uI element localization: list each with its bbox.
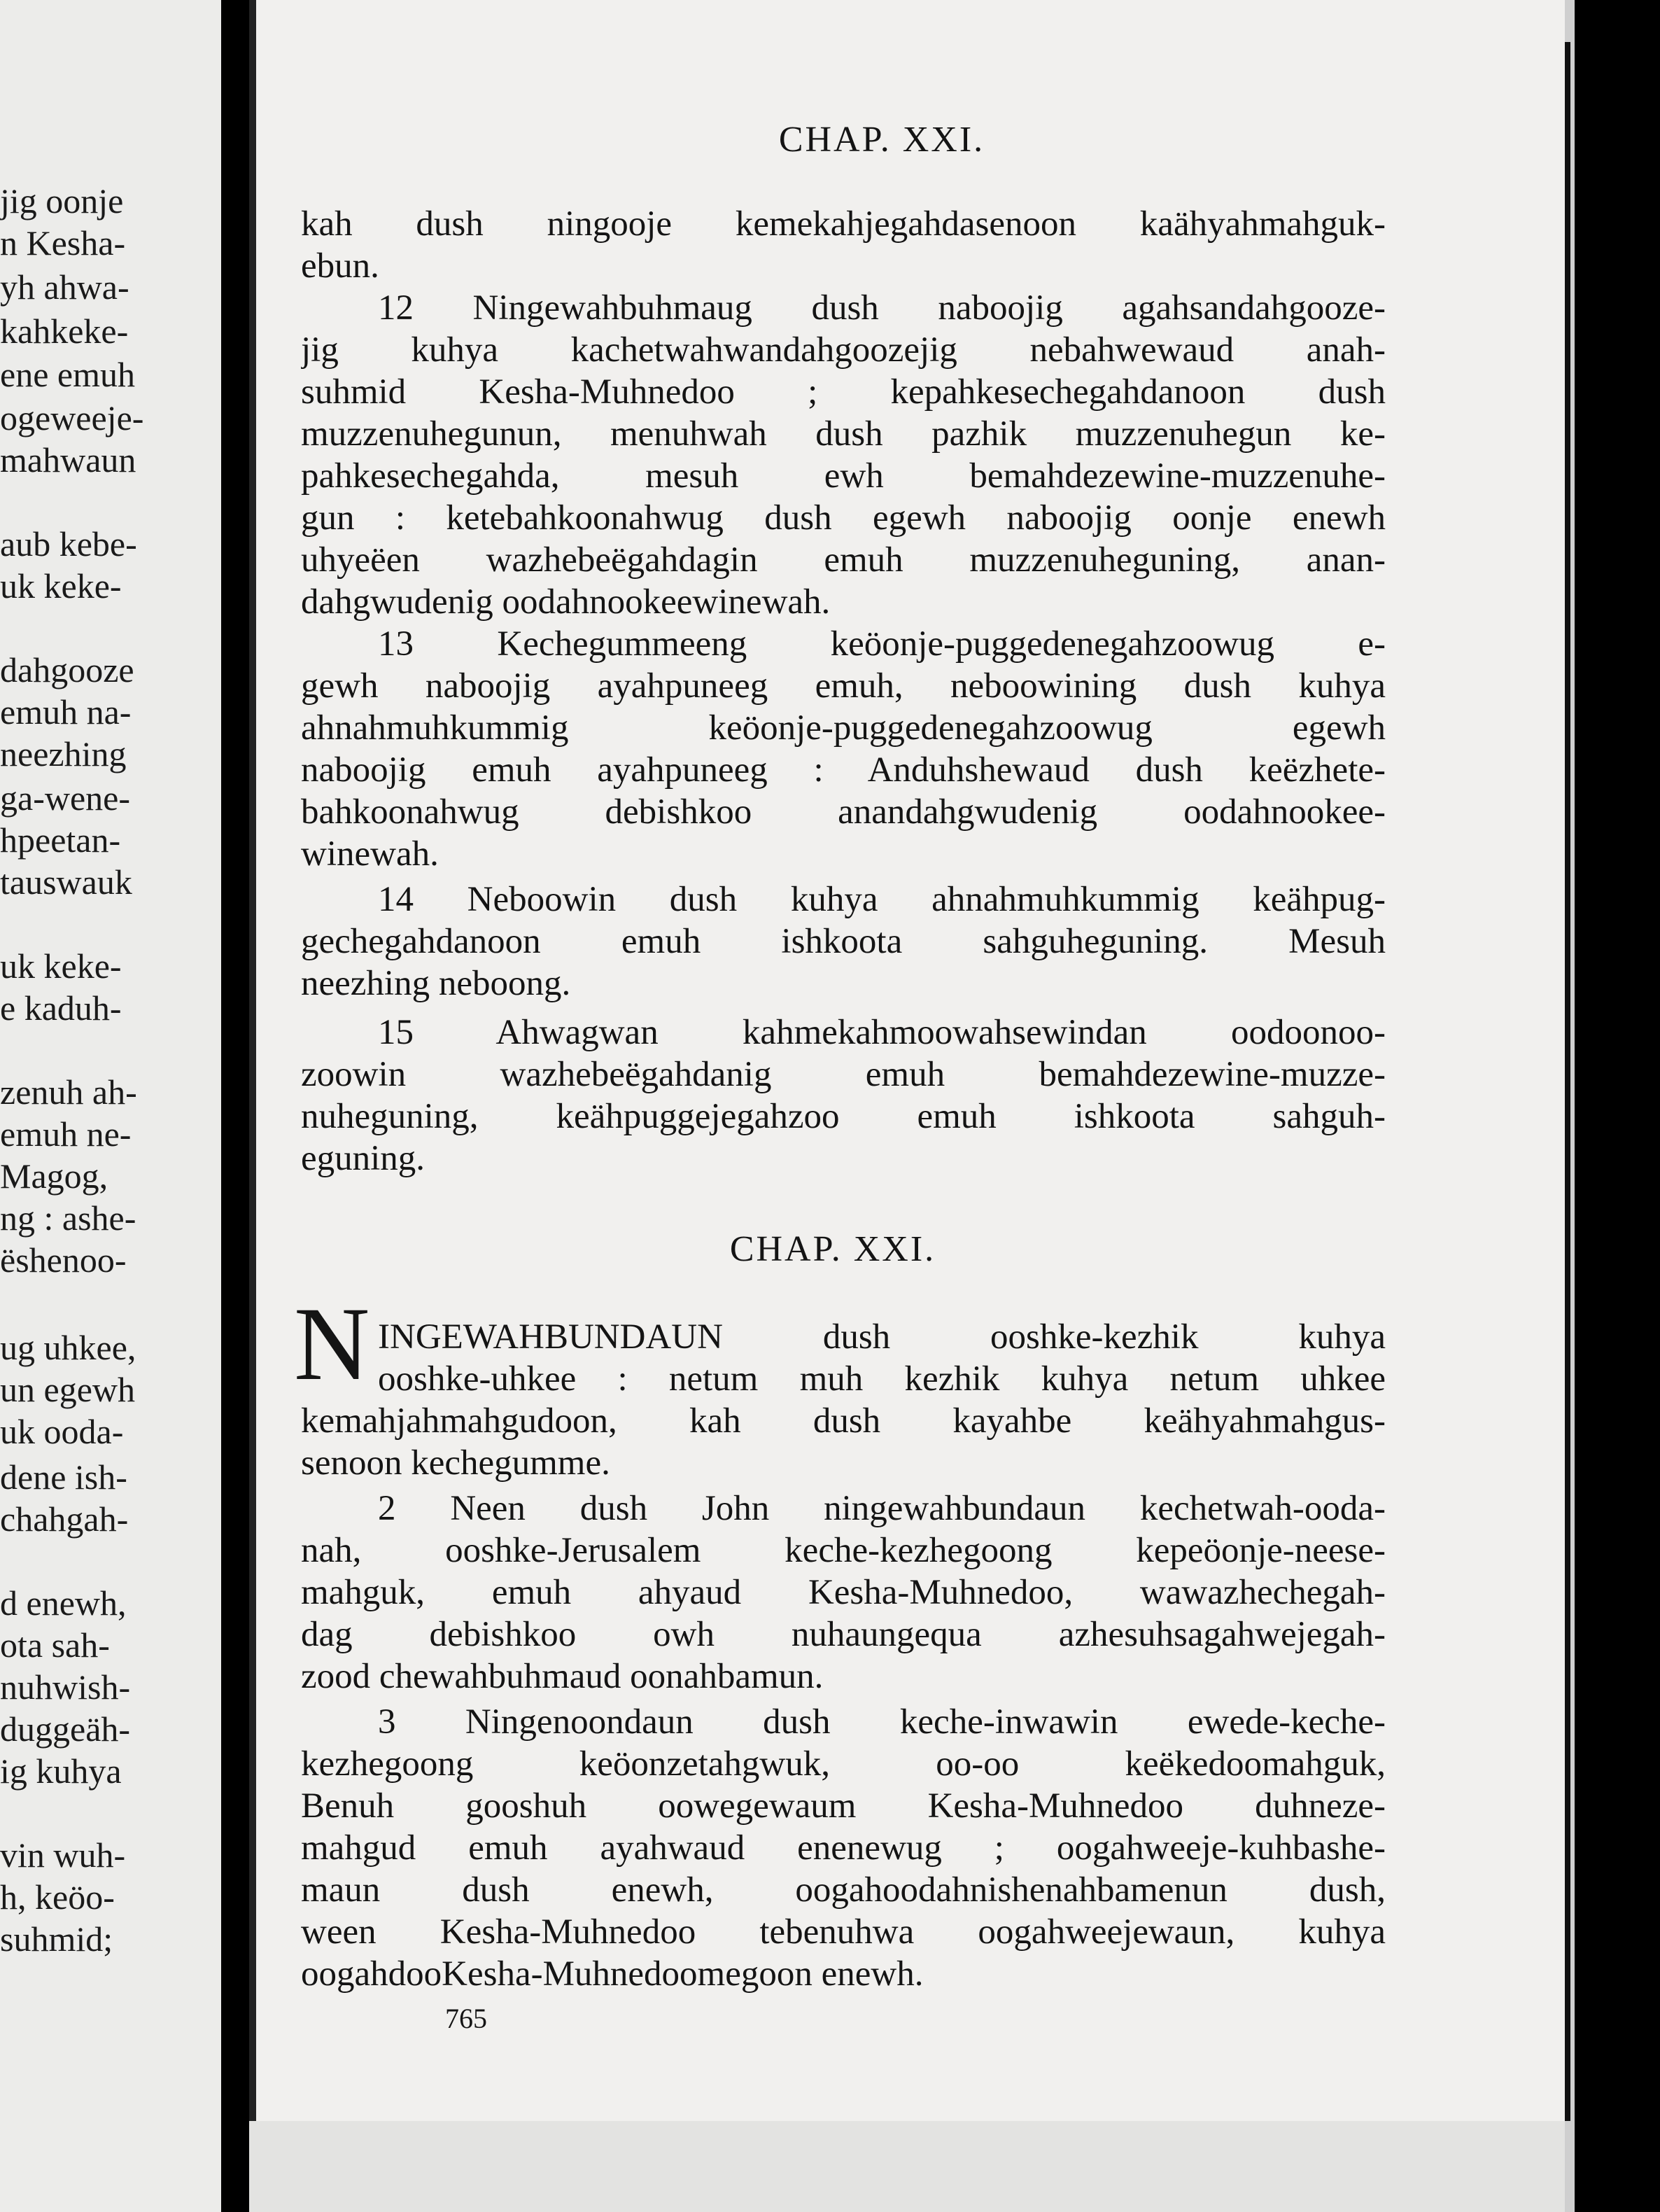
text-line: zood chewahbuhmaud oonahbamun. (301, 1657, 824, 1696)
left-page-line: n Kesha- (0, 223, 126, 262)
text-line: gechegahdanoon emuh ishkoota sahguheguning. Mesuh (301, 922, 1386, 961)
text-line: 2 Neen dush John ningewahbundaun kechetwah-ooda- (378, 1489, 1386, 1528)
left-page-line: d enewh, (0, 1583, 127, 1623)
text-line: muzzenuhegunun, menuhwah dush pazhik muzzenuhegun ke- (301, 414, 1386, 454)
drop-cap: N (294, 1286, 370, 1402)
text-line: senoon kechegumme. (301, 1443, 610, 1483)
text-line: pahkesechegahda, mesuh ewh bemahdezewine-muzzenuhe- (301, 456, 1386, 496)
left-page-line: Magog, (0, 1156, 108, 1196)
running-header: CHAP. XXI. (778, 120, 985, 160)
left-page-line: uk keke- (0, 566, 122, 606)
page-edge-rule (1565, 42, 1570, 2121)
left-page-line: uk keke- (0, 946, 122, 986)
left-page-line: tauswauk (0, 862, 132, 902)
text-line: naboojig emuh ayahpuneeg : Anduhshewaud dush keëzhete- (301, 750, 1386, 790)
left-page-line: dene ish- (0, 1457, 127, 1497)
left-page-line: suhmid; (0, 1919, 113, 1959)
left-page-line: duggeäh- (0, 1709, 131, 1749)
text-line: bahkoonahwug debishkoo anandahgwudenig oodahnookee- (301, 792, 1386, 832)
chapter-heading: CHAP. XXI. (729, 1229, 936, 1269)
left-page-line: jig oonje (0, 181, 124, 220)
left-page-line: ogeweeje- (0, 398, 144, 438)
left-page-line: neezhing (0, 734, 127, 774)
left-page-line: ig kuhya (0, 1751, 122, 1791)
page-gutter (221, 0, 249, 2212)
text-line: winewah. (301, 834, 439, 874)
text-line: ebun. (301, 246, 379, 286)
text-line: 12 Ningewahbuhmaug dush naboojig agahsandahgooze- (378, 288, 1386, 328)
left-page-line: nuhwish- (0, 1667, 131, 1707)
left-page-line: yh ahwa- (0, 267, 129, 307)
left-page-line: hpeetan- (0, 820, 121, 860)
left-page-line: h, keöo- (0, 1877, 115, 1917)
left-page-line: un egewh (0, 1370, 135, 1409)
text-line: ooshke-uhkee : netum muh kezhik kuhya netum uhkee (378, 1359, 1386, 1399)
text-line: jig kuhya kachetwahwandahgoozejig nebahwewaud anah- (301, 330, 1386, 370)
text-line: mahgud emuh ayahwaud enenewug ; oogahweeje-kuhbashe- (301, 1828, 1386, 1868)
text-line: Benuh gooshuh oowegewaum Kesha-Muhnedoo duhneze- (301, 1786, 1386, 1826)
text-line: nuheguning, keähpuggejegahzoo emuh ishkoota sahguh- (301, 1097, 1386, 1136)
text-line: dag debishkoo owh nuhaungequa azhesuhsagahwejegah- (301, 1615, 1386, 1654)
scan-background (1575, 0, 1660, 2212)
left-page-line: zenuh ah- (0, 1072, 137, 1112)
text-line: uhyeëen wazhebeëgahdagin emuh muzzenuheguning, anan- (301, 540, 1386, 580)
text-line: gewh naboojig ayahpuneeg emuh, neboowining dush kuhya (301, 666, 1386, 706)
left-facing-page (0, 0, 221, 2212)
left-page-line: aub kebe- (0, 524, 137, 564)
left-page-line: ga-wene- (0, 778, 130, 818)
left-page-line: chahgah- (0, 1499, 129, 1539)
text-line: maun dush enewh, oogahoodahnishenahbamenun dush, (301, 1870, 1386, 1910)
page-number: 765 (445, 2003, 487, 2034)
text-line: kezhegoong keöonzetahgwuk, oo-oo keëkedoomahguk, (301, 1744, 1386, 1784)
left-page-line: ëshenoo- (0, 1240, 127, 1280)
text-line: kemahjahmahgudoon, kah dush kayahbe keähyahmahgus- (301, 1401, 1386, 1441)
text-line: zoowin wazhebeëgahdanig emuh bemahdezewine-muzze- (301, 1055, 1386, 1094)
left-page-line: kahkeke- (0, 312, 129, 351)
left-page-line: dahgooze (0, 650, 134, 690)
text-line: kah dush ningooje kemekahjegahdasenoon kaähyahmahguk- (301, 204, 1386, 244)
text-line: 13 Kechegummeeng keöonje-puggedenegahzoowug e- (378, 624, 1386, 664)
text-line: 3 Ningenoondaun dush keche-inwawin ewede-keche- (378, 1702, 1386, 1742)
text-line: nah, ooshke-Jerusalem keche-kezhegoong kepeöonje-neese- (301, 1531, 1386, 1570)
page-bottom-margin (249, 2121, 1565, 2212)
text-line: gun : ketebahkoonahwug dush egewh naboojig oonje enewh (301, 498, 1386, 538)
text-line: eguning. (301, 1139, 425, 1178)
left-page-line: vin wuh- (0, 1835, 126, 1875)
text-line: ahnahmuhkummig keöonje-puggedenegahzoowug egewh (301, 708, 1386, 748)
left-page-line: ug uhkee, (0, 1328, 136, 1367)
left-page-line: ene emuh (0, 355, 135, 394)
text-line: neezhing neboong. (301, 964, 571, 1003)
text-line: suhmid Kesha-Muhnedoo ; kepahkesechegahdanoon dush (301, 372, 1386, 412)
left-page-line: ota sah- (0, 1625, 110, 1665)
text-line: oogahdooKesha-Muhnedoomegoon enewh. (301, 1954, 924, 1994)
text-line: mahguk, emuh ahyaud Kesha-Muhnedoo, wawazhechegah- (301, 1573, 1386, 1612)
left-page-line: ng : ashe- (0, 1198, 136, 1238)
text-line: dahgwudenig oodahnookeewinewah. (301, 582, 831, 622)
left-page-line: emuh ne- (0, 1114, 132, 1154)
left-page-line: uk ooda- (0, 1412, 124, 1451)
left-page-line: e kaduh- (0, 988, 122, 1028)
text-line: 15 Ahwagwan kahmekahmoowahsewindan oodoonoo- (378, 1013, 1386, 1052)
text-line: ween Kesha-Muhnedoo tebenuhwa oogahweejewaun, kuhya (301, 1912, 1386, 1952)
left-page-line: emuh na- (0, 692, 132, 732)
left-page-line: mahwaun (0, 440, 136, 479)
text-line: INGEWAHBUNDAUN dush ooshke-kezhik kuhya (378, 1317, 1386, 1357)
text-line: 14 Neboowin dush kuhya ahnahmuhkummig keähpug- (378, 880, 1386, 919)
